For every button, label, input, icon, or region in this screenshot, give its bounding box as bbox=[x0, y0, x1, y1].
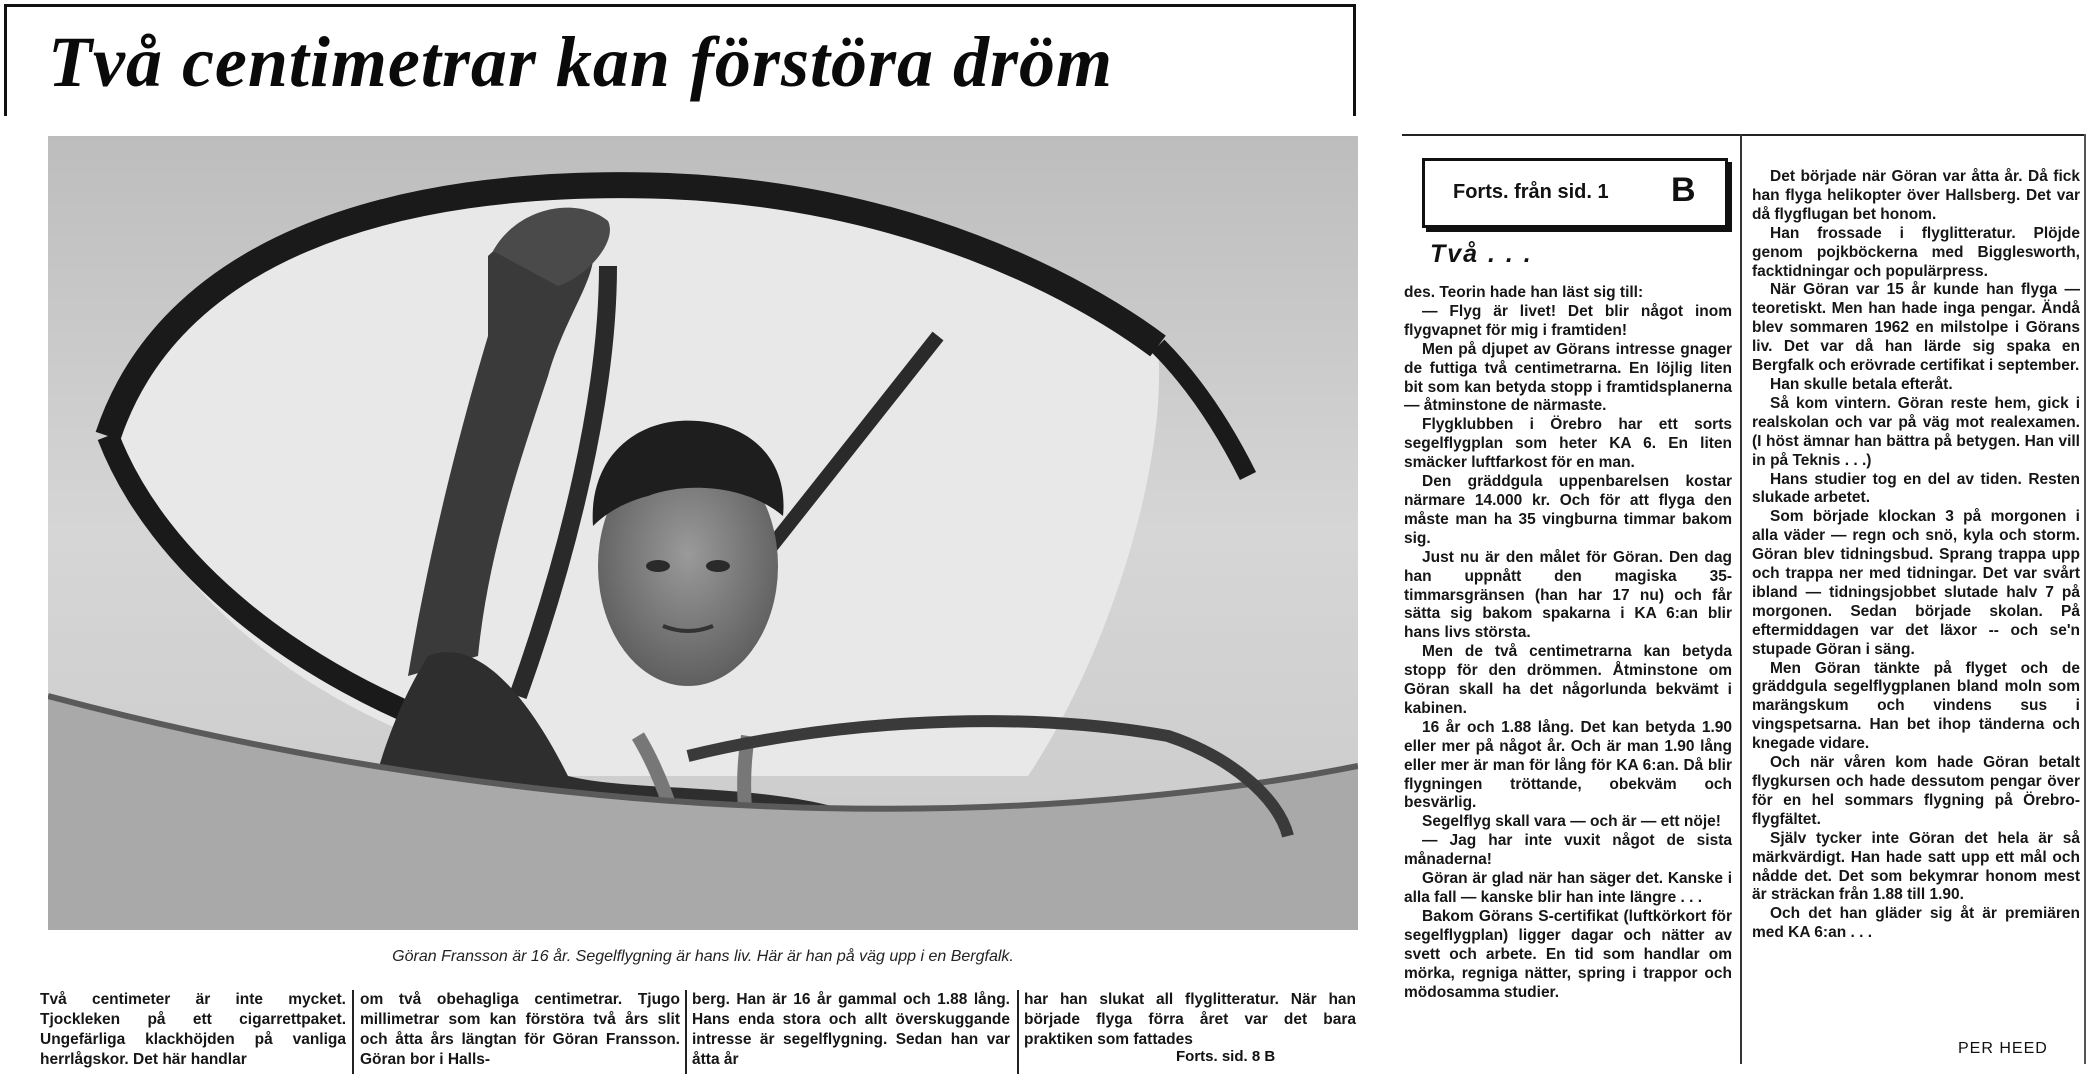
paragraph: des. Teorin hade han läst sig till: bbox=[1404, 284, 1644, 301]
continuation-column-right bbox=[1752, 168, 2080, 943]
paragraph: Och det han gläder sig åt är premiären med KA 6:an . . . bbox=[1752, 905, 2080, 942]
paragraph: Men de två centimetrarna kan betyda stopp för den drömmen. Åtminstone om Göran skall ha det någorlunda bekvämt i kabinen. bbox=[1404, 643, 1732, 717]
headline-border-top bbox=[4, 4, 1356, 7]
paragraph: Den gräddgula uppenbarelsen kostar närmare 14.000 kr. Och för att flyga den måste man ha 35 vingburna timmar bakom sig. bbox=[1404, 473, 1732, 547]
continued-from-box bbox=[1422, 158, 1728, 228]
column-rule bbox=[352, 990, 354, 1074]
headline: Två centimetrar kan förstöra dröm bbox=[48, 22, 1114, 102]
paragraph: Och när våren kom hade Göran betalt flygkursen och hade dessutom pengar över för en hel sommars flygning på Örebro-flygfältet. bbox=[1752, 754, 2080, 828]
article-photo bbox=[48, 136, 1358, 930]
byline: PER HEED bbox=[1958, 1040, 2048, 1057]
section-letter: B bbox=[1671, 171, 1696, 209]
column-rule bbox=[1017, 990, 1019, 1074]
continued-from-label: Forts. från sid. 1 bbox=[1453, 181, 1609, 203]
column-rule bbox=[685, 990, 687, 1074]
paragraph: Flygklubben i Örebro har ett sorts segelflygplan som heter KA 6. En liten smäcker luftfarkost för en man. bbox=[1404, 416, 1732, 472]
paragraph: Han frossade i flyglitteratur. Plöjde genom pojkböckerna med Bigglesworth, facktidningar och populärpress. bbox=[1752, 224, 2080, 280]
intro-column-1: Två centimeter är inte mycket. Tjockleken på ett cigarrettpaket. Ungefärliga klackhöjden på vanliga herrlågskor. Det här handlar bbox=[40, 991, 346, 1068]
paragraph: Bakom Görans S-certifikat (luftkörkort för segelflygplan) ligger dagar och nätter av svett och arbete. En tid som handlar om mörka, regniga nätter, spring i trappor och mödosamma studier. bbox=[1404, 907, 1732, 1001]
paragraph: — Flyg är livet! Det blir något inom flygvapnet för mig i framtiden! bbox=[1404, 302, 1732, 339]
paragraph: Han skulle betala efteråt. bbox=[1770, 375, 1953, 393]
paragraph: Men Göran tänkte på flyget och de gräddgula segelflygplanen bland moln som marängskum och vindens sus i vingspetsarna. Han bet ihop tänderna och knegade vidare. bbox=[1752, 659, 2080, 753]
photo-caption: Göran Fransson är 16 år. Segelflygning är hans liv. Här är han på väg upp i en Bergfalk. bbox=[392, 948, 1014, 965]
paragraph: 16 år och 1.88 lång. Det kan betyda 1.90 eller mer på något år. Och är man 1.90 lång eller mer är man för lång för KA 6:an. Då blir flygningen tröttande, obekväm och besvärlig. bbox=[1404, 718, 1732, 812]
continuation-top-rule bbox=[1402, 134, 2084, 136]
headline-border-left bbox=[4, 4, 7, 116]
headline-border-right bbox=[1353, 4, 1356, 116]
paragraph: Hans studier tog en del av tiden. Resten slukade arbetet. bbox=[1752, 470, 2080, 507]
continuation-column-left bbox=[1404, 284, 1732, 1002]
paragraph: Göran är glad när han säger det. Kanske i alla fall — kanske blir han inte längre . . . bbox=[1404, 870, 1732, 906]
paragraph: Segelflyg skall vara — och är — ett nöje! bbox=[1422, 813, 1721, 831]
continued-on-page-8: Forts. sid. 8 B bbox=[1176, 1048, 1276, 1065]
continuation-right-rule bbox=[2084, 134, 2086, 1064]
paragraph: Men på djupet av Görans intresse gnager de futtiga två centimetrarna. En löjlig liten bit som kan betyda stopp i framtidsplanerna — åtminstone de närmaste. bbox=[1404, 340, 1732, 415]
continuation-column-rule bbox=[1740, 134, 1742, 1064]
intro-column-4: har han slukat all flyglitteratur. När han började flyga förra året var det bara praktiken som fattades bbox=[1024, 991, 1356, 1048]
intro-column-2: om två obehagliga centimetrar. Tjugo millimetrar som kan förstöra två års slit och åtta års längtan för Göran Fransson. Göran bor i Halls- bbox=[360, 991, 680, 1068]
paragraph: När Göran var 15 år kunde han flyga — teoretiskt. Men han hade inga pengar. Ändå blev sommaren 1962 en milstolpe i Görans liv. Det var då han lärde sig spaka en Bergfalk och erövrade certifikat i september. bbox=[1752, 281, 2080, 375]
paragraph: Själv tycker inte Göran det hela är så märkvärdigt. Han hade satt upp ett mål och nådde det. Det som bekymrar honom mest är sträckan från 1.88 till 1.90. bbox=[1752, 829, 2080, 904]
paragraph: Just nu är den målet för Göran. Den dag han uppnått den magiska 35-timmarsgränsen (han har 17 nu) och får sätta sig bakom spakarna i KA 6:an blir hans livs största. bbox=[1404, 548, 1732, 642]
paragraph: Det började när Göran var åtta år. Då fick han flyga helikopter över Hallsberg. Det var då flygflugan bet honom. bbox=[1752, 168, 2080, 223]
paragraph: Som började klockan 3 på morgonen i alla väder — regn och snö, kyla och storm. Göran blev tidningsbud. Sprang trappa upp och trappa ner med tidningar. Det var svårt ibland — tidningsjobbet slutade halv 7 på morgonen. Sedan började skolan. På eftermiddagen var det läxor -- och se'n stupade Göran i säng. bbox=[1752, 508, 2080, 658]
paragraph: — Jag har inte vuxit något de sista månaderna! bbox=[1404, 832, 1732, 869]
continuation-kicker: Två . . . bbox=[1430, 240, 1533, 268]
paragraph: Så kom vintern. Göran reste hem, gick i realskolan och var på väg mot realexamen. (I höst ämnar han bättra på betygen. Han vill in på Teknis . . .) bbox=[1752, 394, 2080, 469]
intro-column-3: berg. Han är 16 år gammal och 1.88 lång. Hans enda stora och allt överskuggande intresse är segelflygning. Sedan han var åtta år bbox=[692, 991, 1010, 1068]
